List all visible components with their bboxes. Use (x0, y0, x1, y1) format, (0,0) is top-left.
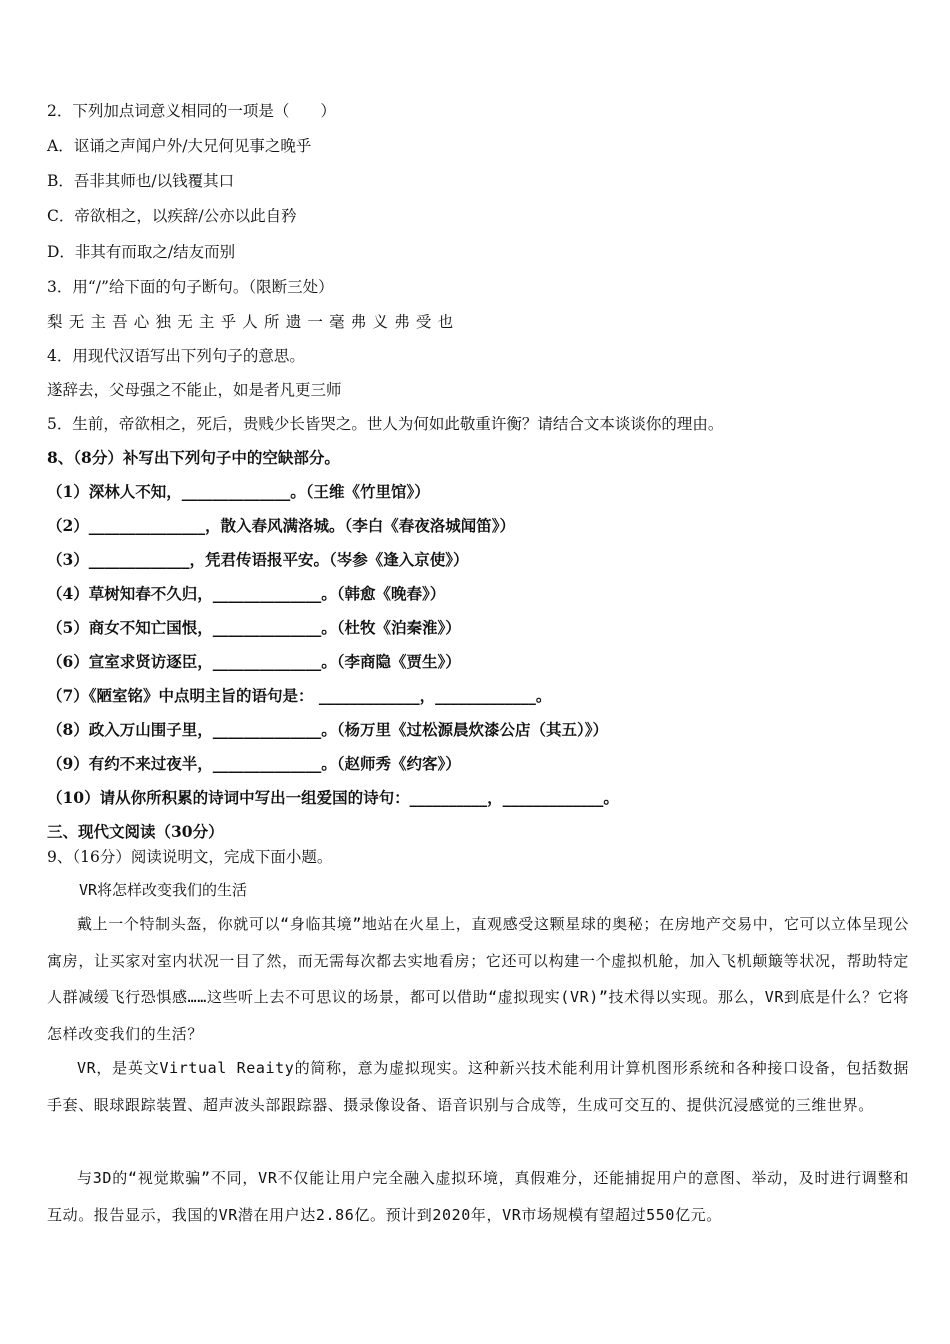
q8-item-6: （6）宣室求贤访逐臣，______________。（李商隐《贾生》） (47, 652, 461, 671)
q2-stem: 2．下列加点词意义相同的一项是（ ） (47, 102, 336, 120)
q8-item-8: （8）政入万山围子里，______________。（杨万里《过松源晨炊漆公店（其五）》） (47, 720, 609, 739)
q8-item-3: （3）_____________，凭君传语报平安。（岑参《逢入京使》） (47, 550, 469, 569)
q8-item-1: （1）深林人不知，______________。（王维《竹里馆》） (47, 482, 430, 501)
article-title: VR将怎样改变我们的生活 (79, 881, 248, 899)
q8-item-10: （10）请从你所积累的诗词中写出一组爱国的诗句：__________，_____________。 (47, 788, 619, 807)
q8-item-4: （4）草树知春不久归，______________。（韩愈《晚春》） (47, 584, 446, 603)
q2-option-b: B．吾非其师也/以钱覆其口 (47, 172, 235, 190)
q2-option-c: C．帝欲相之，以疾辞/公亦以此自矜 (47, 207, 297, 225)
q3-text: 梨无主吾心独无主乎人所遗一毫弗义弗受也 (47, 313, 460, 331)
q3-stem: 3．用“/”给下面的句子断句。（限断三处） (47, 278, 334, 296)
article-paragraph-3: 与3D的“视觉欺骗”不同，VR不仅能让用户完全融入虚拟环境，真假难分，还能捕捉用户的意图、举动，及时进行调整和互动。报告显示，我国的VR潜在用户达2.86亿。预计到2020年，VR市场规模有望超过550亿元。 (47, 1169, 909, 1224)
q5-stem: 5．生前，帝欲相之，死后，贵贱少长皆哭之。世人为何如此敬重许衡？请结合文本谈谈你的理由。 (47, 415, 724, 433)
q8-item-7: （7）《陋室铭》中点明主旨的语句是： _____________，_____________。 (47, 686, 552, 705)
q2-option-a: A．讴诵之声闻户外/大兄何见事之晚乎 (47, 137, 312, 155)
article-paragraph-2: VR，是英文Virtual Reaity的简称，意为虚拟现实。这种新兴技术能利用计算机图形系统和各种接口设备，包括数据手套、眼球跟踪装置、超声波头部跟踪器、摄录像设备、语音识别与合成等，生成可交互的、提供沉浸感觉的三维世界。 (47, 1059, 909, 1114)
q8-title: 8、（8分）补写出下列句子中的空缺部分。 (47, 448, 340, 467)
q4-stem: 4．用现代汉语写出下列句子的意思。 (47, 347, 305, 365)
q8-item-5: （5）商女不知亡国恨，______________。（杜牧《泊秦淮》） (47, 618, 461, 637)
article-paragraph-1: 戴上一个特制头盔，你就可以“身临其境”地站在火星上，直观感受这颗星球的奥秘；在房地产交易中，它可以立体呈现公寓房，让买家对室内状况一目了然，而无需每次都去实地看房；它还可以构建一个虚拟机舱，加入飞机颠簸等状况，帮助特定人群减缓飞行恐惧感……这些听上去不可思议的场景，都可以借助“虚拟现实(VR)”技术得以实现。那么，VR到底是什么？它将怎样改变我们的生活？ (47, 915, 909, 1043)
q4-text: 遂辞去，父母强之不能止，如是者凡更三师 (47, 381, 342, 399)
section-3-heading: 三、现代文阅读（30分） (47, 822, 224, 841)
q9-stem: 9、（16分）阅读说明文，完成下面小题。 (47, 848, 333, 866)
q8-item-9: （9）有约不来过夜半，______________。（赵师秀《约客》） (47, 754, 461, 773)
q2-option-d: D．非其有而取之/结友而别 (47, 243, 236, 261)
q8-item-2: （2）_______________，散入春风满洛城。（李白《春夜洛城闻笛》） (47, 516, 516, 535)
